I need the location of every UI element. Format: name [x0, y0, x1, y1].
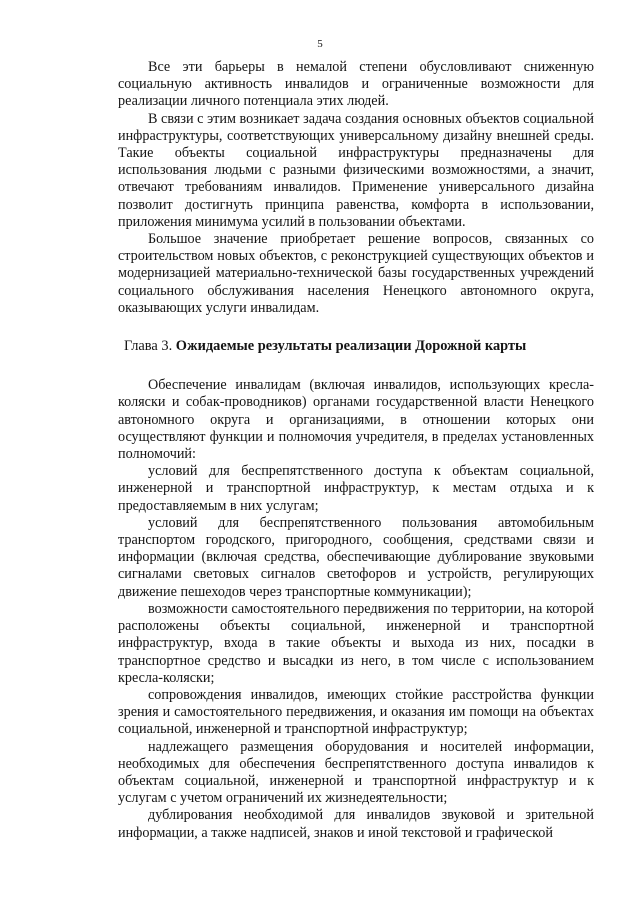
paragraph: В связи с этим возникает задача создания основных объектов социальной инфраструктуры, соответствующих универсальному дизайну внешней среды. Такие объекты социальной инфраструктуры предназначены для использования людьми с разными физическими возможностями, а значит, отвечают требованиям инвалидов. Применение универсального дизайна позволит достигнуть принципа равенства, комфорта в использовании, приложения минимума усилий в пользовании объектами.	[118, 110, 594, 230]
list-item: условий для беспрепятственного доступа к объектам социальной, инженерной и транспортной инфраструктур, к местам отдыха и к предоставляемым в них услугам;	[118, 463, 594, 514]
list-item: условий для беспрепятственного пользования автомобильным транспортом городского, пригородного, сообщения, средствами связи и информации (включая средства, обеспечивающие дублирование звуковыми сигналами световых сигналов светофоров и устройств, регулирующих движение пешеходов через транспортные коммуникации);	[118, 514, 594, 600]
list-item: сопровождения инвалидов, имеющих стойкие расстройства функции зрения и самостоятельного передвижения, и оказания им помощи на объектах социальной, инженерной и транспортной инфраструктур;	[118, 686, 594, 738]
paragraph: Обеспечение инвалидам (включая инвалидов, использующих кресла-коляски и собак-проводников) органами государственной власти Ненецкого автономного округа и организациями, в отношении которых они осуществляют функции и полномочия учредителя, в пределах установленных полномочий:	[118, 377, 594, 463]
list-item: дублирования необходимой для инвалидов звуковой и зрительной информации, а также надписей, знаков и иной текстовой и графической	[118, 807, 594, 841]
paragraph: Большое значение приобретает решение вопросов, связанных со строительством новых объектов, с реконструкцией существующих объектов и модернизацией материально-технической базы государственных учреждений социального обслуживания населения Ненецкого автономного округа, оказывающих услуги инвалидам.	[118, 231, 594, 316]
chapter-heading	[118, 338, 594, 355]
document-body	[118, 59, 594, 842]
list-item: возможности самостоятельного передвижения по территории, на которой расположены объекты социальной, инженерной и транспортной инфраструктур, входа в такие объекты и выхода из них, посадки в транспортное средство и высадки из него, в том числе с использованием кресла-коляски;	[118, 600, 594, 686]
chapter-number: Глава 3.	[124, 338, 176, 355]
page-number: 5	[317, 38, 323, 50]
paragraph: Все эти барьеры в немалой степени обусловливают сниженную социальную активность инвалидов и ограниченные возможности для реализации личного потенциала этих людей.	[118, 59, 594, 110]
chapter-title: Ожидаемые результаты реализации Дорожной карты	[175, 338, 527, 355]
list-item: надлежащего размещения оборудования и носителей информации, необходимых для обеспечения беспрепятственного доступа инвалидов к объектам социальной, инженерной и транспортной инфраструктур и к услугам с учетом ограничений их жизнедеятельности;	[118, 738, 594, 807]
